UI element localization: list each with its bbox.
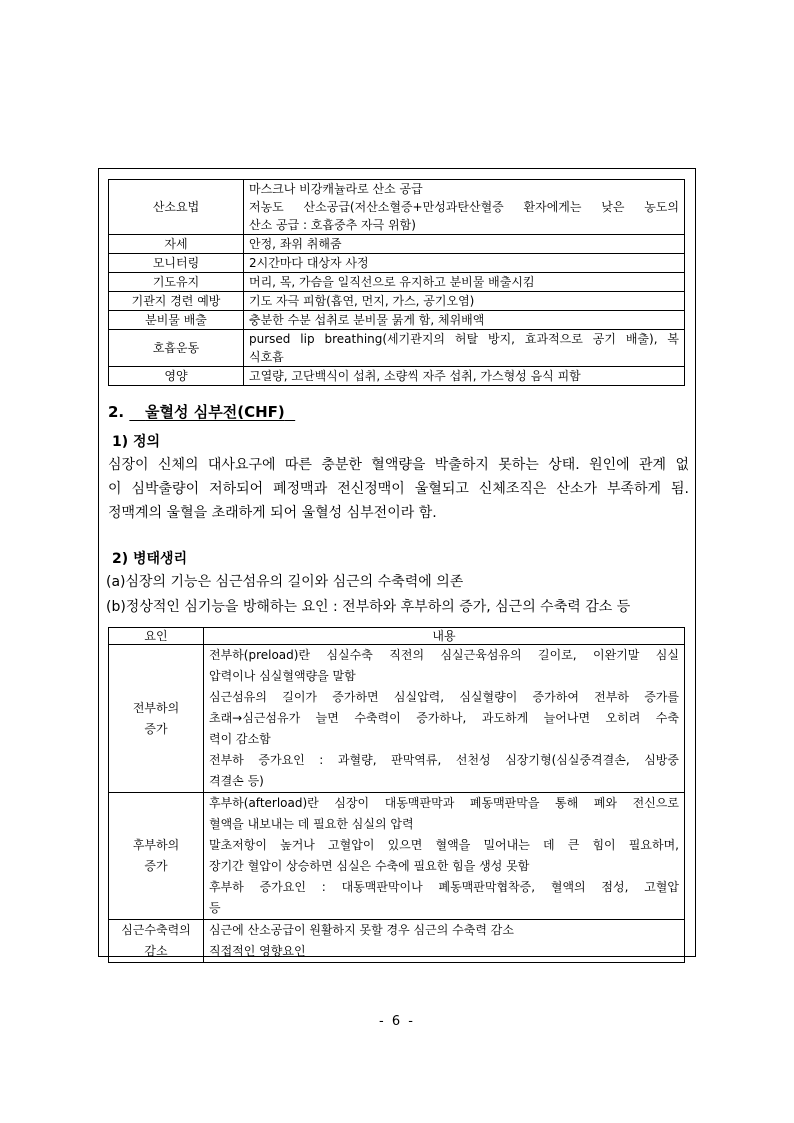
factor-table	[108, 627, 685, 963]
table-row	[109, 330, 685, 367]
section-number: 2.	[108, 403, 125, 421]
pathophysiology-heading: 2) 병태생리	[112, 551, 188, 567]
row-label: 분비물 배출	[109, 311, 244, 330]
paragraph-line: 정맥계의 울혈을 초래하게 되어 울혈성 심부전이라 함.	[108, 505, 437, 521]
row-content	[204, 793, 685, 920]
column-header: 요인	[109, 628, 204, 645]
row-content	[244, 180, 685, 235]
pathophysiology-item-a: (a)심장의 기능은 심근섬유의 길이와 심근의 수축력에 의존	[106, 574, 464, 590]
row-content	[204, 645, 685, 793]
column-header: 내용	[204, 628, 685, 645]
row-content: 기도 자극 피함(흡연, 먼지, 가스, 공기오염)	[244, 292, 685, 311]
page-number: - 6 -	[379, 1014, 415, 1029]
table-row	[109, 367, 685, 386]
content-line: 심근섬유의 길이가 증가하면 심실압력, 심실혈량이 증가하여 전부하 증가를	[209, 690, 679, 704]
content-line: 초래→심근섬유가 늘면 수축력이 증가하나, 과도하게 늘어나면 오히려 수축	[209, 711, 679, 725]
row-content: 고열량, 고단백식이 섭취, 소량씩 자주 섭취, 가스형성 음식 피함	[244, 367, 685, 386]
paragraph-line: 심장이 신체의 대사요구에 따른 충분한 혈액량을 박출하지 못하는 상태. 원인에 관계 없	[108, 457, 689, 473]
row-label: 기도유지	[109, 273, 244, 292]
content-line: 등	[209, 901, 221, 915]
table-row	[109, 180, 685, 235]
table-row	[109, 235, 685, 254]
content-line: 후부하 증가요인 : 대동맥판막이나 폐동맥판막협착증, 혈액의 점성, 고혈압	[209, 880, 679, 894]
content-line: 력이 감소함	[209, 732, 271, 746]
row-label: 산소요법	[109, 180, 244, 235]
content-line: 직접적인 영향요인	[209, 944, 306, 958]
row-label	[109, 920, 204, 963]
label-line: 증가	[144, 859, 168, 873]
table-row	[109, 645, 685, 793]
row-content: 충분한 수분 섭취로 분비물 묽게 함, 체위배액	[244, 311, 685, 330]
definition-heading: 1) 정의	[112, 434, 161, 450]
table-row	[109, 254, 685, 273]
label-line: 감소	[144, 944, 168, 958]
content-line: 압력이나 심실혈액량을 말함	[209, 669, 356, 683]
section-title: 울혈성 심부전(CHF)	[145, 403, 285, 421]
row-label: 영양	[109, 367, 244, 386]
row-label	[109, 793, 204, 920]
content-line: 심근에 산소공급이 원활하지 못할 경우 심근의 수축력 감소	[209, 923, 514, 937]
pathophysiology-item-b: (b)정상적인 심기능을 방해하는 요인 : 전부하와 후부하의 증가, 심근의 수축력 감소 등	[106, 599, 631, 615]
row-label	[109, 645, 204, 793]
row-content: 머리, 목, 가슴을 일직선으로 유지하고 분비물 배출시킴	[244, 273, 685, 292]
label-line: 전부하의	[132, 700, 180, 715]
content-line: pursed lip breathing(세기관지의 허탈 방지, 효과적으로 공기 배출), 복	[249, 332, 679, 346]
label-line: 심근수축력의	[121, 923, 191, 937]
row-content	[244, 330, 685, 367]
row-label: 모니터링	[109, 254, 244, 273]
table-row	[109, 292, 685, 311]
table-header-row	[109, 628, 685, 645]
content-line: 전부하 증가요인 : 과혈량, 판막역류, 선천성 심장기형(심실중격결손, 심방중	[209, 753, 679, 767]
content-line: 마스크나 비강캐뉼라로 산소 공급	[249, 182, 423, 196]
oxygen-therapy-table	[108, 179, 685, 386]
content-line: 식호흡	[249, 350, 284, 364]
content-line: 격결손 등)	[209, 774, 264, 788]
row-label: 자세	[109, 235, 244, 254]
row-label: 기관지 경련 예방	[109, 292, 244, 311]
row-content: 2시간마다 대상자 사정	[244, 254, 685, 273]
content-line: 후부하(afterload)란 심장이 대동맥판막과 폐동맥판막을 통해 폐와 전신으로	[209, 796, 679, 810]
definition-paragraph	[108, 453, 689, 525]
content-line: 산소 공급 : 호흡중추 자극 위함)	[249, 218, 416, 232]
row-label: 호흡운동	[109, 330, 244, 367]
label-line: 증가	[144, 721, 168, 736]
label-line: 후부하의	[132, 838, 180, 852]
table-row	[109, 311, 685, 330]
content-line: 저농도 산소공급(저산소혈증+만성과탄산혈증 환자에게는 낮은 농도의	[249, 200, 679, 214]
table-row	[109, 273, 685, 292]
section-heading	[108, 401, 295, 422]
paragraph-line: 이 심박출량이 저하되어 폐정맥과 전신정맥이 울혈되고 신체조직은 산소가 부족하게 됨.	[108, 481, 689, 497]
content-line: 혈액을 내보내는 데 필요한 심실의 압력	[209, 817, 414, 831]
content-line: 말초저항이 높거나 고혈압이 있으면 혈액을 밀어내는 데 큰 힘이 필요하며,	[209, 838, 679, 852]
content-line: 전부하(preload)란 심실수축 직전의 심실근육섬유의 길이로, 이완기말 심실	[209, 648, 679, 662]
row-content	[204, 920, 685, 963]
row-content: 안정, 좌위 취해줌	[244, 235, 685, 254]
table-row	[109, 920, 685, 963]
content-line: 장기간 혈압이 상승하면 심실은 수축에 필요한 힘을 생성 못함	[209, 859, 530, 873]
table-row	[109, 793, 685, 920]
